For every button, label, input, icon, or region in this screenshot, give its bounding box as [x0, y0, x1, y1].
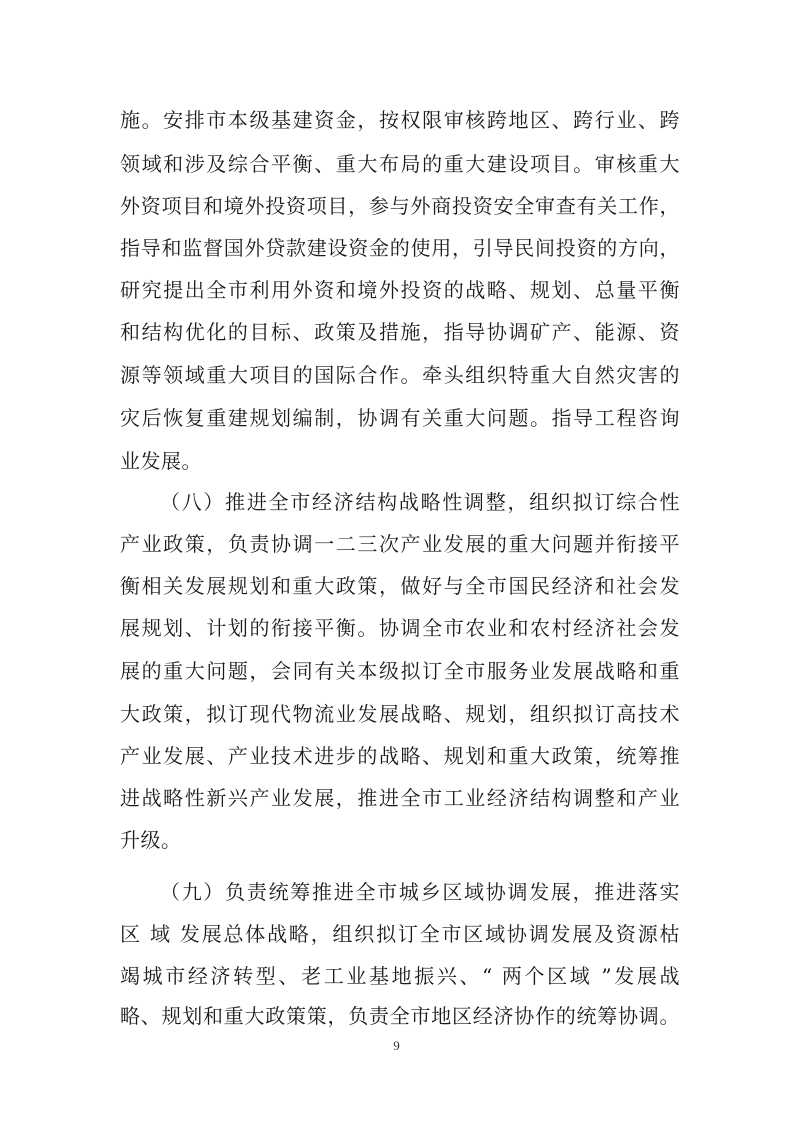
text-line: 竭城市经济转型、老工业基地振兴、“ 两个区域 ”发展战 [120, 964, 680, 988]
text-line: 源等领域重大项目的国际合作。牵头组织特重大自然灾害的 [120, 363, 680, 387]
text-line: 衡相关发展规划和重大政策，做好与全市国民经济和社会发 [120, 574, 680, 598]
text-line: 产业政策，负责协调一二三次产业发展的重大问题并衔接平 [120, 532, 680, 556]
text-line: 升级。 [120, 828, 182, 852]
text-line: 略、规划和重大政策策，负责全市地区经济协作的统筹协调。 [120, 1004, 680, 1028]
text-line: 产业发展、产业技术进步的战略、规划和重大政策，统筹推 [120, 744, 680, 768]
text-line: 和结构优化的目标、政策及措施，指导协调矿产、能源、资 [120, 320, 680, 344]
text-line: 业发展。 [120, 449, 202, 473]
text-line: 灾后恢复重建规划编制，协调有关重大问题。指导工程咨询 [120, 406, 680, 430]
text-line: 外资项目和境外投资项目，参与外商投资安全审查有关工作， [120, 194, 680, 218]
page-number: 9 [393, 1038, 400, 1053]
text-line: 指导和监督国外贷款建设资金的使用，引导民间投资的方向， [120, 236, 680, 260]
text-line: 展规划、计划的衔接平衡。协调全市农业和农村经济社会发 [120, 616, 680, 640]
text-line: 进战略性新兴产业发展，推进全市工业经济结构调整和产业 [120, 786, 680, 810]
paragraph-heading-8: （八）推进全市经济结构战略性调整，组织拟订综合性 [160, 490, 680, 514]
text-line: 区 域 发展总体战略，组织拟订全市区域协调发展及资源枯 [120, 922, 680, 946]
text-line: 研究提出全市利用外资和境外投资的战略、规划、总量平衡 [120, 278, 680, 302]
text-line: 领域和涉及综合平衡、重大布局的重大建设项目。审核重大 [120, 152, 680, 176]
text-line: 施。安排市本级基建资金，按权限审核跨地区、跨行业、跨 [120, 108, 680, 132]
text-line: 大政策，拟订现代物流业发展战略、规划，组织拟订高技术 [120, 702, 680, 726]
text-line: 展的重大问题，会同有关本级拟订全市服务业发展战略和重 [120, 659, 680, 683]
paragraph-heading-9: （九）负责统筹推进全市城乡区域协调发展，推进落实 [160, 880, 680, 904]
